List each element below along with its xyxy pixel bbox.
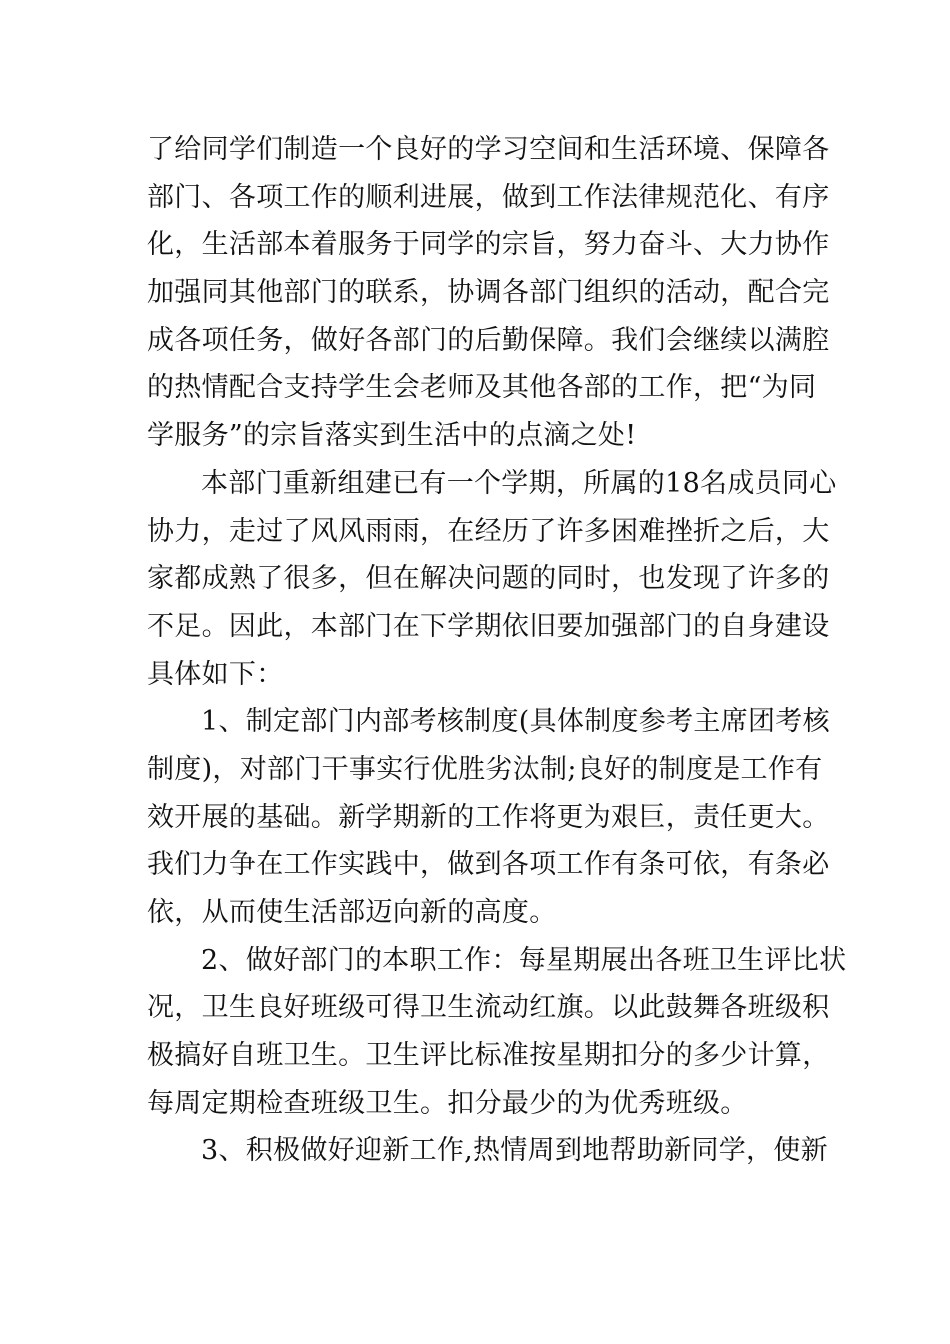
text-line: 化，生活部本着服务于同学的宗旨，努力奋斗、大力协作 [147, 229, 830, 261]
text-line: 加强同其他部门的联系，协调各部门组织的活动，配合完 [147, 277, 830, 309]
list-item-1-start-line: 1、制定部门内部考核制度(具体制度参考主席团考核 [201, 706, 830, 738]
text-line: 具体如下： [147, 658, 284, 690]
list-item-2-start-line: 2、做好部门的本职工作：每星期展出各班卫生评比状 [201, 944, 847, 976]
text-line: 每周定期检查班级卫生。扣分最少的为优秀班级。 [147, 1087, 748, 1119]
paragraph-start-line: 本部门重新组建已有一个学期，所属的18名成员同心 [201, 467, 837, 499]
text-line: 我们力争在工作实践中，做到各项工作有条可依，有条必 [147, 849, 830, 881]
text-line: 极搞好自班卫生。卫生评比标准按星期扣分的多少计算， [147, 1040, 830, 1072]
text-line: 部门、各项工作的顺利进展，做到工作法律规范化、有序 [147, 181, 830, 213]
text-line: 的热情配合支持学生会老师及其他各部的工作，把“为同 [147, 372, 817, 404]
text-line: 家都成熟了很多，但在解决问题的同时，也发现了许多的 [147, 563, 830, 595]
text-line: 效开展的基础。新学期新的工作将更为艰巨，责任更大。 [147, 801, 830, 833]
text-line: 依，从而使生活部迈向新的高度。 [147, 897, 557, 928]
text-line: 了给同学们制造一个良好的学习空间和生活环境、保障各 [147, 134, 830, 165]
text-line: 成各项任务，做好各部门的后勤保障。我们会继续以满腔 [147, 324, 830, 356]
text-line: 况，卫生良好班级可得卫生流动红旗。以此鼓舞各班级积 [147, 992, 830, 1024]
text-line: 协力，走过了风风雨雨，在经历了许多困难挫折之后，大 [147, 515, 830, 547]
document-body [147, 126, 847, 1175]
text-line: 不足。因此，本部门在下学期依旧要加强部门的自身建设 [147, 610, 830, 642]
text-line: 制度)，对部门干事实行优胜劣汰制;良好的制度是工作有 [147, 753, 823, 785]
text-line: 学服务”的宗旨落实到生活中的点滴之处! [147, 420, 637, 452]
list-item-3-start-line: 3、积极做好迎新工作,热情周到地帮助新同学，使新 [201, 1135, 828, 1167]
